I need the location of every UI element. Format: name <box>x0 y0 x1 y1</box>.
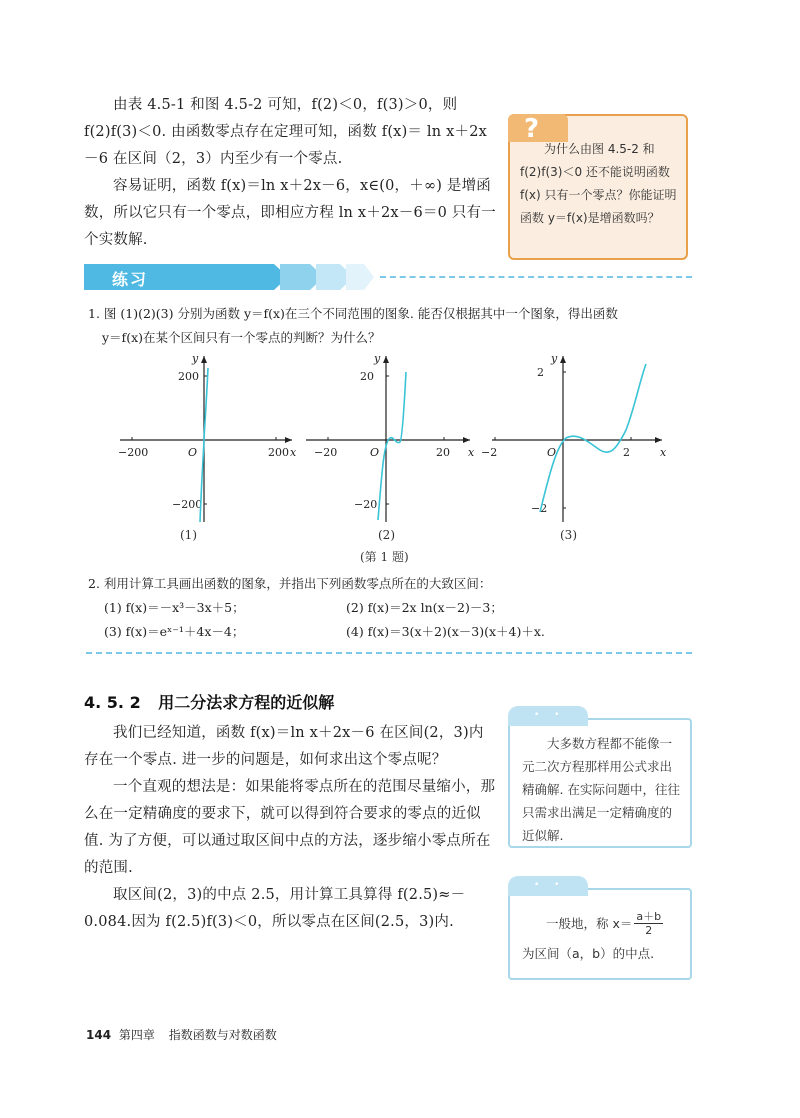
paragraph: 我们已经知道，函数 f(x)＝ln x＋2x－6 在区间(2，3)内存在一个零点. 进一步的问题是，如何求出这个零点呢？ <box>84 725 484 768</box>
graph-2-caption: (2) <box>378 528 395 542</box>
y-tick-negative: −20 <box>354 498 378 511</box>
section-title: 用二分法求方程的近似解 <box>158 693 335 712</box>
dots-icon: • • <box>534 710 566 720</box>
x-axis-label: x <box>290 446 297 459</box>
x-axis-arrow <box>463 437 470 443</box>
section1-text <box>84 92 496 254</box>
function-curve-2 <box>378 372 406 520</box>
y-tick-positive: 2 <box>537 366 544 379</box>
graphs-figure <box>100 350 680 550</box>
note-box-1 <box>508 710 692 848</box>
question-box <box>508 114 688 260</box>
x-tick-positive: 20 <box>436 446 450 459</box>
y-axis-arrow <box>560 356 566 363</box>
figure-caption: (第 1 题) <box>360 550 409 564</box>
fraction <box>634 910 663 937</box>
y-axis-arrow <box>383 356 389 363</box>
x-tick-negative: −2 <box>481 446 498 459</box>
q2-item-3: (3) f(x)＝eˣ⁻¹＋4x－4； <box>104 624 245 639</box>
section-heading <box>84 690 334 713</box>
section2-text <box>84 720 496 936</box>
exercise-question-1 <box>88 302 698 350</box>
note-text-before: 一般地，称 x＝ <box>546 916 633 931</box>
y-axis-arrow <box>201 356 207 363</box>
graph-1-caption: (1) <box>180 528 197 542</box>
paragraph: 取区间(2，3)的中点 2.5，用计算工具算得 f(2.5)≈－0.084.因为 f(2.5)f(3)＜0，所以零点在区间(2.5，3)内. <box>84 887 466 930</box>
y-axis-label: y <box>551 352 558 365</box>
y-tick-negative: −200 <box>172 498 203 511</box>
x-axis-label: x <box>660 446 667 459</box>
origin-label: O <box>547 446 557 459</box>
exercise-question-2 <box>88 572 698 596</box>
note-text-after: 为区间（a，b）的中点. <box>522 946 655 961</box>
function-curve-3 <box>540 364 646 512</box>
x-tick-positive: 2 <box>623 446 630 459</box>
q2-item-2: (2) f(x)＝2x ln(x－2)－3； <box>346 600 503 615</box>
paragraph: 一个直观的想法是：如果能将零点所在的范围尽量缩小，那么在一定精确度的要求下，就可以得到符合要求的零点的近似值. 为了方便，可以通过取区间中点的方法，逐步缩小零点所在的范围. <box>84 779 496 876</box>
y-tick-negative: −2 <box>531 502 548 515</box>
note-box-2 <box>508 880 692 980</box>
y-tick-positive: 20 <box>360 370 374 383</box>
paragraph: 容易证明，函数 f(x)＝ln x＋2x－6，x∈(0，＋∞) 是增函数，所以它只有一个零点，即相应方程 ln x＋2x－6＝0 只有一个实数解. <box>84 178 496 248</box>
fraction-numerator: a＋b <box>636 910 662 923</box>
x-axis-label: x <box>468 446 475 459</box>
y-axis-label: y <box>374 352 381 365</box>
q2-item-1: (1) f(x)＝－x³－3x＋5； <box>104 600 245 615</box>
dots-icon: • • <box>534 880 566 890</box>
exercise-dashed-line <box>380 276 692 278</box>
x-tick-negative: −200 <box>118 446 149 459</box>
q2-item-4: (4) f(x)＝3(x＋2)(x－3)(x＋4)＋x. <box>346 624 545 639</box>
x-tick-negative: −20 <box>314 446 338 459</box>
y-tick-positive: 200 <box>178 370 199 383</box>
question-1-line1: 1. 图 (1)(2)(3) 分别为函数 y＝f(x)在三个不同范围的图象. 能否仅根据其中一个图象，得出函数 <box>88 306 618 321</box>
question-2-line: 2. 利用计算工具画出函数的图象，并指出下列函数零点所在的大致区间： <box>88 576 492 591</box>
graph-3-caption: (3) <box>560 528 577 542</box>
x-axis-arrow <box>285 437 292 443</box>
fraction-denominator: 2 <box>645 924 653 937</box>
chapter-title: 指数函数与对数函数 <box>168 1028 277 1042</box>
origin-label: O <box>370 446 380 459</box>
y-axis-label: y <box>192 352 199 365</box>
question-mark-icon: ? <box>524 114 540 144</box>
question-text: 为什么由图 4.5-2 和 f(2)f(3)＜0 还不能说明函数 f(x) 只有一个零点？你能证明函数 y＝f(x)是增函数吗？ <box>520 142 677 225</box>
page-number: 144 <box>86 1028 112 1042</box>
section-number: 4. 5. 2 <box>84 693 141 712</box>
chapter-label: 第四章 <box>118 1028 155 1042</box>
x-tick-positive: 200 <box>268 446 289 459</box>
question-1-line2: y＝f(x)在某个区间只有一个零点的判断？为什么？ <box>102 330 381 345</box>
origin-label: O <box>188 446 198 459</box>
x-axis-arrow <box>655 437 662 443</box>
exercise-end-dashed-line <box>86 652 692 654</box>
page-footer <box>86 1026 277 1043</box>
note-formula-line <box>522 910 704 937</box>
exercise-banner-label: 练习 <box>112 270 149 289</box>
paragraph: 由表 4.5-1 和图 4.5-2 可知，f(2)＜0，f(3)＞0，则 f(2)f(3)＜0. 由函数零点存在定理可知，函数 f(x)＝ ln x＋2x－6 在区间（2，3）内至少有一个零点. <box>84 97 487 167</box>
note-text: 大多数方程都不能像一元二次方程那样用公式求出精确解. 在实际问题中，往往只需求出满足一定精确度的近似解. <box>522 736 680 843</box>
